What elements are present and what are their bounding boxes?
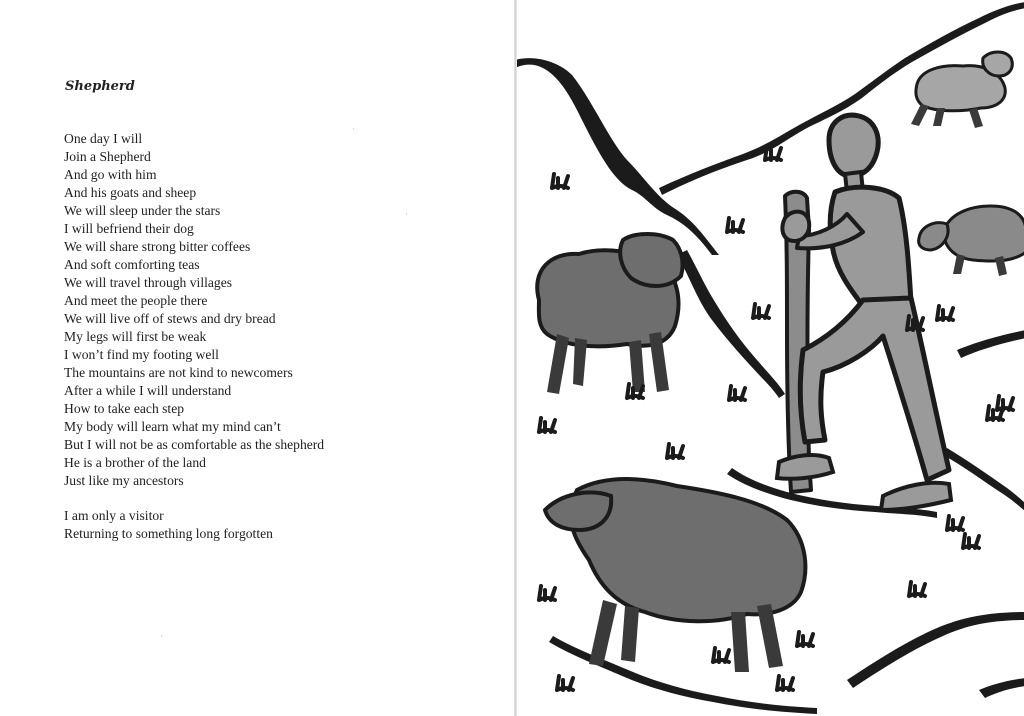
- grass-tuft: [552, 174, 568, 188]
- poem-line: How to take each step: [64, 401, 185, 416]
- shepherd-hand: [782, 212, 809, 241]
- poem-line: We will travel through villages: [64, 275, 233, 290]
- shepherd-legs: [800, 298, 949, 480]
- poem-title: Shepherd: [65, 79, 135, 94]
- paper-speck: ·: [160, 632, 163, 642]
- grass-tuft: [667, 444, 683, 458]
- poem-line: One day I will: [64, 131, 143, 146]
- poem-line: I will befriend their dog: [64, 221, 194, 236]
- grass-tuft: [539, 418, 555, 432]
- poem-line: My body will learn what my mind can’t: [64, 419, 281, 434]
- slope-line: [957, 330, 1024, 358]
- shepherd-head: [829, 115, 878, 176]
- grass-tuft: [713, 648, 729, 662]
- poem-line: We will share strong bitter coffees: [64, 239, 251, 254]
- poem-line: We will sleep under the stars: [64, 203, 221, 218]
- poem-line: He is a brother of the land: [64, 455, 206, 470]
- sheep: [545, 479, 805, 672]
- poem-line: After a while I will understand: [64, 383, 232, 398]
- grass-tuft: [909, 582, 925, 596]
- grass-tuft: [797, 632, 813, 646]
- slope-line: [677, 250, 785, 398]
- poem-line: The mountains are not kind to newcomers: [64, 365, 293, 380]
- shepherd-foot: [777, 455, 833, 479]
- paper-speck: ·: [405, 210, 408, 220]
- poem-line: Just like my ancestors: [64, 473, 184, 488]
- poem-line: My legs will first be weak: [64, 329, 207, 344]
- grass-tuft: [557, 676, 573, 690]
- poem-line: We will live off of stews and dry bread: [64, 311, 276, 326]
- grass-tuft: [727, 218, 743, 232]
- shepherd-foot: [881, 483, 951, 510]
- poem-line: And soft comforting teas: [64, 257, 200, 272]
- sheep: [919, 206, 1024, 276]
- poem-line: And meet the people there: [64, 293, 208, 308]
- shepherd-illustration: [517, 0, 1024, 716]
- poem-line: I am only a visitor: [64, 508, 164, 523]
- poem-line: And go with him: [64, 167, 157, 182]
- grass-tuft: [753, 304, 769, 318]
- grass-tuft: [997, 396, 1013, 410]
- poem-line: Returning to something long forgotten: [64, 526, 273, 541]
- slope-line: [943, 448, 1024, 512]
- stanza-2: [64, 507, 273, 543]
- grass-tuft: [777, 676, 793, 690]
- stanza-1: [64, 130, 324, 490]
- slope-line: [847, 612, 1024, 688]
- sheep: [911, 52, 1012, 128]
- shepherd-torso: [830, 187, 911, 306]
- poem-line: Join a Shepherd: [64, 149, 151, 164]
- poem-line: I won’t find my footing well: [64, 347, 219, 362]
- paper-speck: ·: [352, 125, 355, 135]
- right-page-illustration: [517, 0, 1024, 716]
- poem-line: But I will not be as comfortable as the shepherd: [64, 437, 325, 452]
- grass-tuft: [947, 516, 963, 530]
- slope-line: [979, 678, 1024, 698]
- mountain-ridge: [517, 58, 719, 255]
- grass-tuft: [729, 386, 745, 400]
- poem-line: And his goats and sheep: [64, 185, 197, 200]
- grass-tuft: [539, 586, 555, 600]
- grass-tuft: [937, 306, 953, 320]
- sheep: [537, 234, 682, 394]
- grass-tuft: [963, 534, 979, 548]
